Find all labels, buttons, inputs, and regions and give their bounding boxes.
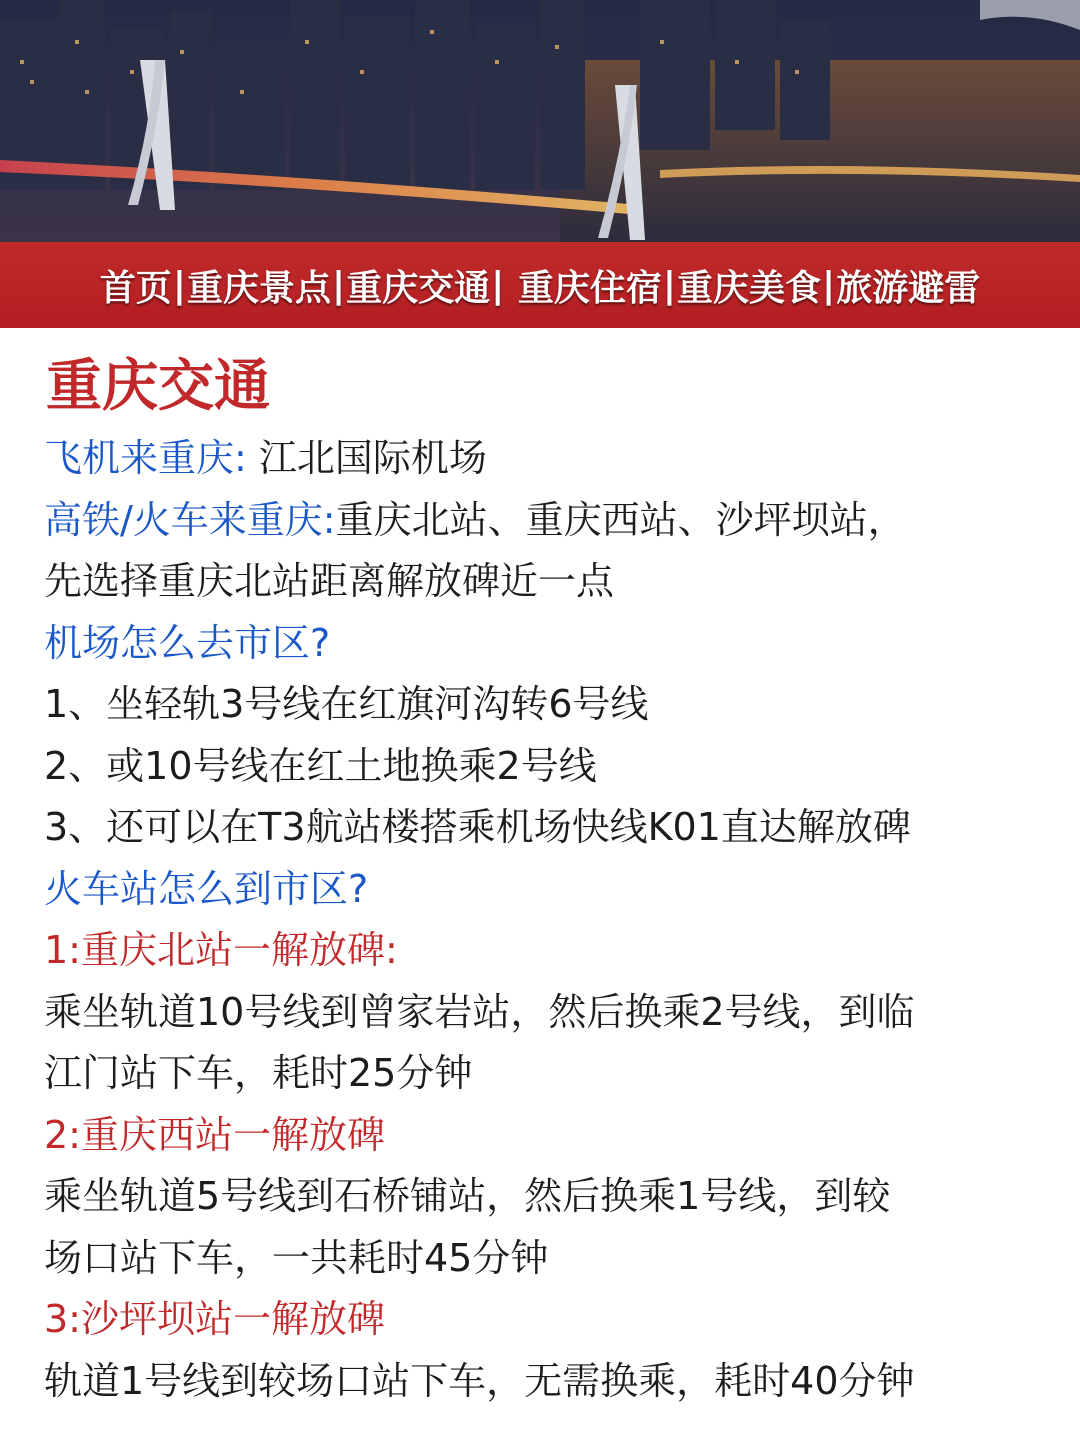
rail-value: 重庆北站、重庆西站、沙坪坝站，	[335, 497, 906, 542]
route-heading: 3:沙坪坝站一解放碑	[44, 1297, 385, 1341]
route-heading: 1:重庆北站一解放碑:	[44, 928, 398, 972]
skyline-illustration	[0, 0, 1080, 242]
nav-item-pitfalls[interactable]: 旅游避雷	[836, 267, 981, 309]
nav-item-food[interactable]: 重庆美食	[677, 267, 822, 309]
nav-separator: |	[822, 264, 836, 306]
station-heading: 火车站怎么到市区?	[44, 866, 369, 911]
hero-image	[0, 0, 1080, 242]
route-text: 场口站下车，一共耗时45分钟	[44, 1235, 549, 1280]
nav-items	[100, 260, 980, 311]
route-text: 乘坐轨道5号线到石桥铺站，然后换乘1号线，到较	[44, 1174, 891, 1218]
article-content	[44, 350, 1054, 1412]
airport-heading: 机场怎么去市区?	[44, 620, 331, 665]
flight-value: 江北国际机场	[246, 436, 487, 480]
airport-step: 2、或10号线在红土地换乘2号线	[44, 743, 597, 788]
flight-line	[44, 428, 1054, 490]
nav-item-transport[interactable]: 重庆交通	[346, 267, 491, 309]
nav-separator: |	[491, 264, 505, 306]
airport-step: 1、坐轻轨3号线在红旗河沟转6号线	[44, 682, 649, 726]
nav-bar	[0, 242, 1080, 328]
airport-step: 3、还可以在T3航站楼搭乘机场快线K01直达解放碑	[44, 805, 911, 849]
rail-line	[44, 490, 1054, 552]
nav-separator: |	[331, 264, 346, 306]
nav-item-home[interactable]: 首页	[99, 267, 172, 309]
nav-separator: |	[662, 264, 677, 306]
nav-separator: |	[172, 264, 186, 306]
route-text: 乘坐轨道10号线到曾家岩站，然后换乘2号线，到临	[44, 989, 915, 1034]
nav-item-lodging[interactable]: 重庆住宿	[505, 267, 662, 309]
flight-label: 飞机来重庆:	[44, 436, 247, 480]
route-text: 轨道1号线到较场口站下车，无需换乘，耗时40分钟	[44, 1358, 915, 1403]
route-text: 江门站下车，耗时25分钟	[44, 1051, 473, 1095]
rail-note: 先选择重庆北站距离解放碑近一点	[44, 559, 615, 603]
rail-label: 高铁/火车来重庆:	[44, 497, 336, 542]
page-title: 重庆交通	[46, 354, 270, 419]
route-heading: 2:重庆西站一解放碑	[44, 1112, 385, 1157]
nav-item-attractions[interactable]: 重庆景点	[186, 267, 331, 309]
